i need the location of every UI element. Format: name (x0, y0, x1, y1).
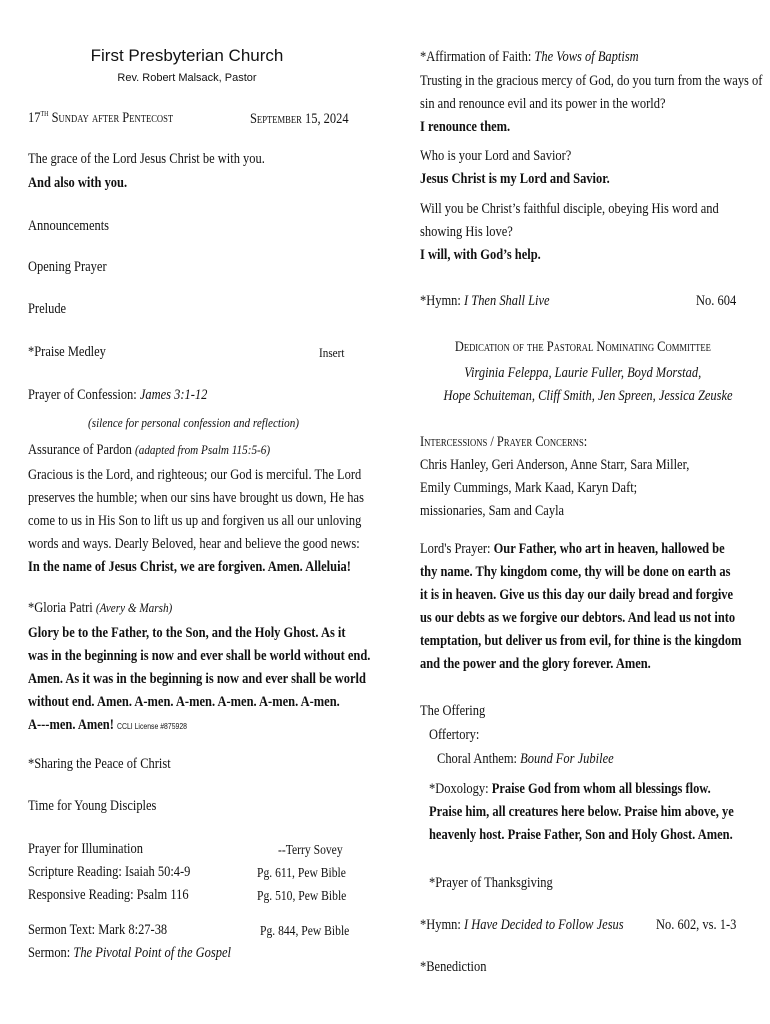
church-name: First Presbyterian Church (90, 46, 284, 65)
opening-prayer: Opening Prayer (28, 259, 107, 275)
sermon-title: Sermon: The Pivotal Point of the Gospel (28, 945, 231, 961)
dedication-heading: Dedication of the Pastoral Nominating Committee (454, 339, 711, 355)
greeting: The grace of the Lord Jesus Christ be with you. (28, 151, 265, 167)
sermon-text-page: Pg. 844, Pew Bible (260, 923, 350, 938)
affirmation-of-faith: *Affirmation of Faith: The Vows of Baptism (420, 49, 639, 65)
prayer-concerns-list: Chris Hanley, Geri Anderson, Anne Starr, Sara Miller, Emily Cummings, Mark Kaad, Karyn Daft; missionaries, Sam and Cayla (420, 457, 690, 519)
vow-question-1: Trusting in the gracious mercy of God, do you turn from the ways of sin and renounce evil and its power in the world? I renounce them. (420, 73, 763, 135)
prayer-for-illumination: Prayer for Illumination (28, 841, 143, 857)
committee-members-2: Hope Schuiteman, Cliff Smith, Jen Spreen, Jessica Zeuske (443, 388, 733, 404)
vow-question-2: Who is your Lord and Savior? Jesus Christ is my Lord and Savior. (420, 148, 610, 187)
pastor-name: Rev. Robert Malsack, Pastor (117, 72, 257, 84)
committee-members-1: Virginia Feleppa, Laurie Fuller, Boyd Morstad, (464, 365, 701, 381)
sharing-peace: *Sharing the Peace of Christ (28, 756, 171, 772)
young-disciples: Time for Young Disciples (28, 798, 157, 814)
sunday-title: 17TH Sunday after Pentecost (28, 110, 174, 126)
gloria-text: Glory be to the Father, to the Son, and the Holy Ghost. As it was in the beginning is now and ever shall be world without end. Amen. As it was in the beginning is now and ever shall be world without end. Amen. A-men. A-men. A-men. A-men. A-men. A---men. Amen! CCLI License #875928 (28, 625, 371, 733)
assurance-of-pardon: Assurance of Pardon (adapted from Psalm 115:5-6) (28, 442, 271, 458)
hymn-i-then-shall-live: *Hymn: I Then Shall Live (420, 293, 550, 309)
service-date: September 15, 2024 (250, 111, 349, 127)
doxology: *Doxology: Praise God from whom all blessings flow. Praise him, all creatures here below. Praise him above, ye heavenly host. Praise Father, Son and Holy Ghost. Amen. (429, 781, 734, 843)
scripture-reading: Scripture Reading: Isaiah 50:4-9 (28, 864, 191, 880)
choral-anthem: Choral Anthem: Bound For Jubilee (437, 751, 614, 767)
vow-question-3: Will you be Christ’s faithful disciple, obeying His word and showing His love? I will, with God’s help. (420, 201, 719, 263)
responsive-page: Pg. 510, Pew Bible (257, 888, 347, 903)
benediction: *Benediction (420, 959, 487, 975)
prelude: Prelude (28, 301, 67, 317)
insert-note: Insert (319, 345, 345, 360)
prayer-of-thanksgiving: *Prayer of Thanksgiving (429, 875, 553, 891)
prayer-of-confession: Prayer of Confession: James 3:1-12 (28, 387, 208, 403)
responsive-reading: Responsive Reading: Psalm 116 (28, 887, 189, 903)
the-offering: The Offering (420, 703, 486, 719)
lords-prayer: Lord's Prayer: Our Father, who art in heaven, hallowed be thy name. Thy kingdom come, thy will be done on earth as it is in heaven. Give us this day our daily bread and forgive us our debts as we forgive our debtors. And lead us not into temptation, but deliver us from evil, for thine is the kingdom and the power and the glory forever. Amen. (420, 541, 742, 672)
offertory: Offertory: (429, 727, 480, 743)
praise-medley: *Praise Medley (28, 344, 106, 360)
ccli-license: CCLI License #875928 (117, 722, 188, 731)
hymn-1-number: No. 604 (696, 293, 737, 309)
greeting-response: And also with you. (28, 175, 128, 191)
scripture-page: Pg. 611, Pew Bible (257, 865, 346, 880)
assurance-text: Gracious is the Lord, and righteous; our God is merciful. The Lord preserves the humble; when our sins have brought us down, He has come to us in His Son to lift us up and forgiven us all our unloving words and ways. Dearly Beloved, hear and believe the good news: In the name of Jesus Christ, we are forgiven. Amen. Alleluia! (28, 467, 364, 575)
illumination-author: --Terry Sovey (278, 842, 343, 857)
hymn-i-have-decided: *Hymn: I Have Decided to Follow Jesus (420, 917, 624, 933)
gloria-patri: *Gloria Patri (Avery & Marsh) (28, 600, 173, 616)
announcements: Announcements (28, 218, 110, 234)
sermon-text: Sermon Text: Mark 8:27-38 (28, 922, 168, 938)
silence-note: (silence for personal confession and reflection) (88, 415, 300, 430)
intercessions-heading: Intercessions / Prayer Concerns: (420, 434, 588, 450)
hymn-2-number: No. 602, vs. 1-3 (656, 917, 737, 933)
